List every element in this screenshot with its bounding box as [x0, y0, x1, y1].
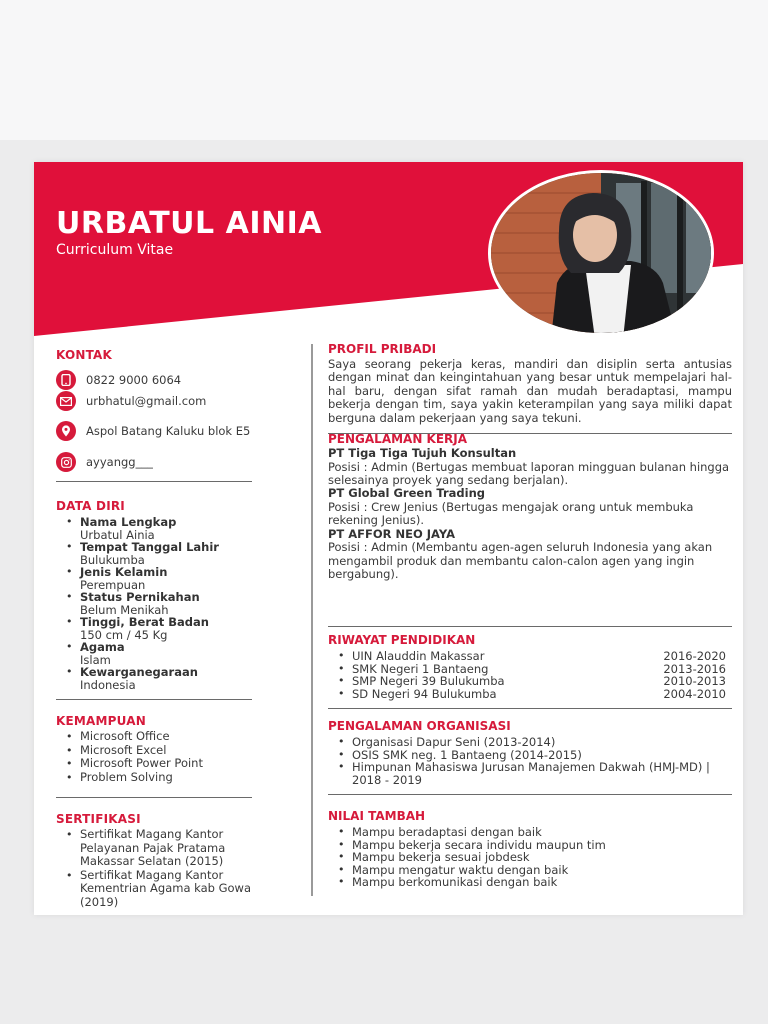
profile-text: Saya seorang pekerja keras, mandiri dan disiplin serta antusias dengan minat dan keingintahuan yang besar untuk mempelajari hal-hal baru, dengan sifat ramah dan mudah beradaptasi, mampu bekerja dengan tim, saya yakin keterampilan yang saya miliki dapat berguna dalam pekerjaan yang saya tekuni. [328, 357, 732, 425]
contact-divider [56, 481, 252, 482]
contact-instagram [56, 452, 266, 472]
list-item: • Mampu bekerja secara individu maupun tim [328, 839, 732, 852]
list-item: • Organisasi Dapur Seni (2013-2014) [328, 736, 722, 749]
list-item: • Microsoft Power Point [56, 757, 266, 771]
column-divider [311, 344, 313, 896]
skills-list [56, 730, 266, 784]
list-item: • Tempat Tanggal Lahir Bulukumba [56, 541, 266, 566]
list-item: • SMK Negeri 1 Bantaeng 2013-2016 [328, 663, 732, 676]
list-item: • Tinggi, Berat Badan 150 cm / 45 Kg [56, 616, 266, 641]
experience-company: PT Tiga Tiga Tujuh Konsultan [328, 446, 517, 460]
cv-document [34, 162, 743, 915]
instagram-icon [56, 452, 76, 472]
list-item: • UIN Alauddin Makassar 2016-2020 [328, 650, 732, 663]
phone-icon [56, 370, 76, 390]
list-item: • Mampu mengatur waktu dengan baik [328, 864, 732, 877]
contact-email-text: urbhatul@gmail.com [86, 394, 207, 408]
list-item: • Mampu beradaptasi dengan baik [328, 826, 732, 839]
contact-address-text: Aspol Batang Kaluku blok E5 [86, 424, 251, 438]
personal-title: DATA DIRI [56, 499, 125, 513]
organization-divider [328, 794, 732, 795]
personal-divider [56, 699, 252, 700]
list-item: • Jenis Kelamin Perempuan [56, 566, 266, 591]
contact-phone-text: 0822 9000 6064 [86, 373, 182, 387]
experience-company: PT Global Green Trading [328, 486, 486, 501]
list-item: • OSIS SMK neg. 1 Bantaeng (2014-2015) [328, 749, 722, 762]
left-column [56, 348, 266, 909]
list-item: • Problem Solving [56, 771, 266, 785]
list-item: • Mampu bekerja sesuai jobdesk [328, 851, 732, 864]
list-item: • Status Pernikahan Belum Menikah [56, 591, 266, 616]
certificates-title: SERTIFIKASI [56, 812, 141, 826]
profile-photo [488, 170, 714, 336]
added-value-list [328, 826, 732, 889]
organization-list [328, 736, 732, 786]
experience-section [328, 432, 732, 581]
personal-list [56, 516, 266, 691]
list-item: • Nama Lengkap Urbatul Ainia [56, 516, 266, 541]
cv-name: URBATUL AINIA [56, 206, 322, 241]
experience-title: PENGALAMAN KERJA [328, 432, 468, 446]
experience-desc: Posisi : Crew Jenius (Bertugas mengajak orang untuk membuka rekening Jenius). [328, 499, 694, 528]
organization-section [328, 719, 732, 795]
added-value-section [328, 809, 732, 889]
certificates-list [56, 828, 266, 909]
list-item: • Sertifikat Magang Kantor Kementrian Agama kab Gowa (2019) [56, 869, 266, 910]
skills-title: KEMAMPUAN [56, 714, 146, 728]
contact-address [56, 421, 266, 441]
skills-divider [56, 797, 252, 798]
list-item: • Agama Islam [56, 641, 266, 666]
list-item: • SMP Negeri 39 Bulukumba 2010-2013 [328, 675, 732, 688]
list-item: • Microsoft Excel [56, 744, 266, 758]
contact-title: KONTAK [56, 348, 113, 362]
experience-divider [328, 626, 732, 627]
profile-title: PROFIL PRIBADI [328, 342, 437, 356]
list-item: • Mampu berkomunikasi dengan baik [328, 876, 732, 889]
profile-section [328, 342, 732, 434]
list-item: • SD Negeri 94 Bulukumba 2004-2010 [328, 688, 732, 701]
list-item: • Microsoft Office [56, 730, 266, 744]
experience-desc: Posisi : Admin (Membantu agen-agen seluruh Indonesia yang akan mengambil produk dan membantu calon-calon agen yang ingin bergabung). [328, 540, 713, 581]
contact-email [56, 391, 266, 411]
cv-subtitle: Curriculum Vitae [56, 242, 174, 258]
added-value-title: NILAI TAMBAH [328, 809, 426, 823]
education-section [328, 633, 732, 709]
location-pin-icon [56, 421, 76, 441]
contact-instagram-text: ayyangg___ [86, 455, 153, 469]
experience-company: PT AFFOR NEO JAYA [328, 526, 455, 541]
list-item: • Kewarganegaraan Indonesia [56, 666, 266, 691]
mail-icon [56, 391, 76, 411]
education-title: RIWAYAT PENDIDIKAN [328, 633, 476, 647]
organization-title: PENGALAMAN ORGANISASI [328, 719, 511, 733]
education-list [328, 650, 732, 700]
contact-phone [56, 370, 266, 390]
list-item: • Sertifikat Magang Kantor Pelayanan Pajak Pratama Makassar Selatan (2015) [56, 828, 266, 869]
education-divider [328, 708, 732, 709]
list-item: • Himpunan Mahasiswa Jurusan Manajemen Dakwah (HMJ-MD) | 2018 - 2019 [328, 761, 722, 786]
experience-desc: Posisi : Admin (Bertugas membuat laporan mingguan bulanan hingga selesainya proyek yang sedang berjalan). [328, 459, 730, 487]
